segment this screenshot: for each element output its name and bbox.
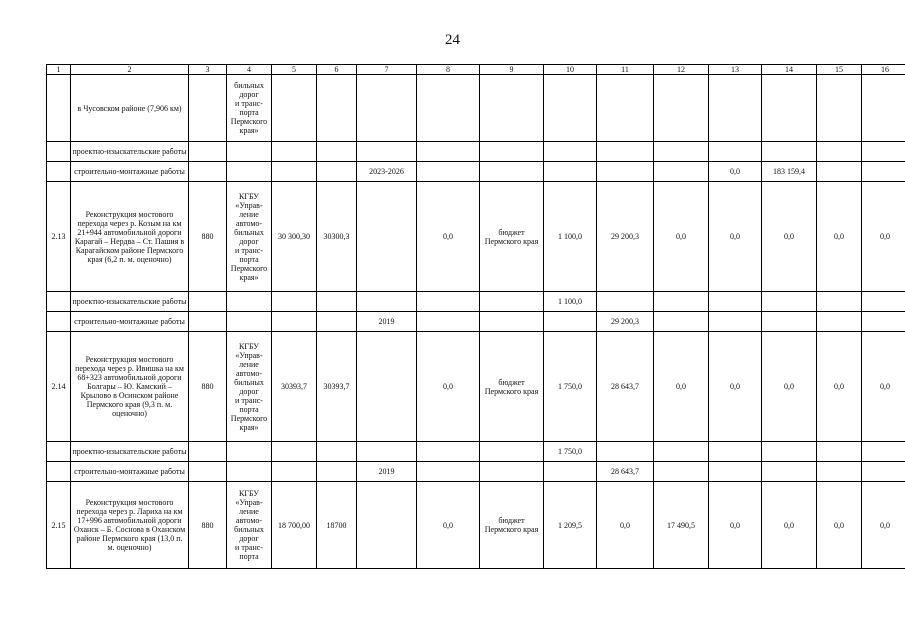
table-row	[47, 462, 905, 482]
agency-cell: КГБУ «Управ- ление автомо- бильных дорог и транс- порта Пермского края»	[227, 182, 272, 292]
code-cell: 880	[189, 182, 227, 292]
value-cell: 0,0	[862, 332, 905, 442]
value-cell: 1 100,0	[544, 182, 597, 292]
value-cell: 18700	[317, 482, 357, 569]
value-cell: 1 750,0	[544, 332, 597, 442]
value-cell: 183 159,4	[762, 162, 817, 182]
item-number: 2.14	[47, 332, 71, 442]
col-number: 4	[227, 65, 272, 75]
value-cell: 0,0	[762, 482, 817, 569]
value-cell: 0,0	[709, 482, 762, 569]
stage-label: проектно-изыскательские работы	[71, 142, 189, 162]
value-cell: 0,0	[417, 482, 480, 569]
value-cell: 1 209,5	[544, 482, 597, 569]
col-number: 16	[862, 65, 905, 75]
code-cell: 880	[189, 482, 227, 569]
value-cell: 0,0	[817, 182, 862, 292]
code-cell: 880	[189, 332, 227, 442]
value-cell: 17 490,5	[654, 482, 709, 569]
agency-cell: КГБУ «Управ- ление автомо- бильных дорог и транс- порта	[227, 482, 272, 569]
item-number: 2.15	[47, 482, 71, 569]
col-number: 14	[762, 65, 817, 75]
value-cell: 28 643,7	[597, 332, 654, 442]
value-cell: 0,0	[417, 182, 480, 292]
value-cell: 1 100,0	[544, 292, 597, 312]
value-cell: 0,0	[762, 332, 817, 442]
source-cell: бюджет Пермского края	[480, 482, 544, 569]
column-number-row	[47, 65, 905, 75]
value-cell: 30 300,30	[272, 182, 317, 292]
col-number: 15	[817, 65, 862, 75]
col-number: 10	[544, 65, 597, 75]
value-cell: 30393,7	[317, 332, 357, 442]
table-row	[47, 162, 905, 182]
period-cell: 2019	[357, 312, 417, 332]
col-number: 11	[597, 65, 654, 75]
object-name: Реконструкция мостового перехода через р. Козым на км 21+944 автомобильной дороги Карагай – Нердва – Ст. Пашия в Карагайском районе Пермского края (6,2 п. м. оценочно)	[71, 182, 189, 292]
value-cell: 0,0	[862, 182, 905, 292]
item-number: 2.13	[47, 182, 71, 292]
col-number: 2	[71, 65, 189, 75]
value-cell: 18 700,00	[272, 482, 317, 569]
value-cell: 0,0	[654, 332, 709, 442]
program-table	[46, 64, 905, 569]
col-number: 8	[417, 65, 480, 75]
table-row	[47, 142, 905, 162]
table-row	[47, 182, 905, 292]
object-name: Реконструкция мостового перехода через р. Лариха на км 17+996 автомобильной дороги Оханск – Б. Соснова в Оханском районе Пермского края (13,0 п. м. оценочно)	[71, 482, 189, 569]
table-row	[47, 442, 905, 462]
value-cell: 0,0	[862, 482, 905, 569]
source-cell: бюджет Пермского края	[480, 332, 544, 442]
value-cell: 0,0	[709, 332, 762, 442]
table-row	[47, 292, 905, 312]
value-cell: 0,0	[709, 162, 762, 182]
stage-label: строительно-монтажные работы	[71, 162, 189, 182]
col-number: 12	[654, 65, 709, 75]
object-name: Реконструкция мостового перехода через р. Ивишка на км 68+323 автомобильной дороги Болгары – Ю. Камский – Крылово в Осинском районе Пермского края (9,3 п. м. оценочно)	[71, 332, 189, 442]
agency-cell: КГБУ «Управ- ление автомо- бильных дорог и транс- порта Пермского края»	[227, 332, 272, 442]
col-number: 3	[189, 65, 227, 75]
col-number: 13	[709, 65, 762, 75]
value-cell: 0,0	[654, 182, 709, 292]
period-cell: 2023-2026	[357, 162, 417, 182]
table-row	[47, 332, 905, 442]
period-cell: 2019	[357, 462, 417, 482]
value-cell: 28 643,7	[597, 462, 654, 482]
value-cell: 0,0	[597, 482, 654, 569]
agency-cell: бильных дорог и транс- порта Пермского края»	[227, 75, 272, 142]
table-row	[47, 75, 905, 142]
value-cell: 0,0	[817, 482, 862, 569]
stage-label: строительно-монтажные работы	[71, 462, 189, 482]
value-cell: 0,0	[709, 182, 762, 292]
value-cell: 0,0	[817, 332, 862, 442]
col-number: 5	[272, 65, 317, 75]
col-number: 9	[480, 65, 544, 75]
value-cell: 29 200,3	[597, 182, 654, 292]
object-name: в Чусовском районе (7,906 км)	[71, 75, 189, 142]
value-cell: 30393,7	[272, 332, 317, 442]
value-cell: 0,0	[417, 332, 480, 442]
stage-label: строительно-монтажные работы	[71, 312, 189, 332]
stage-label: проектно-изыскательские работы	[71, 442, 189, 462]
value-cell: 1 750,0	[544, 442, 597, 462]
table-row	[47, 482, 905, 569]
col-number: 7	[357, 65, 417, 75]
source-cell: бюджет Пермского края	[480, 182, 544, 292]
col-number: 6	[317, 65, 357, 75]
value-cell: 29 200,3	[597, 312, 654, 332]
col-number: 1	[47, 65, 71, 75]
page-number: 24	[445, 32, 460, 48]
stage-label: проектно-изыскательские работы	[71, 292, 189, 312]
value-cell: 0,0	[762, 182, 817, 292]
value-cell: 30300,3	[317, 182, 357, 292]
table-row	[47, 312, 905, 332]
